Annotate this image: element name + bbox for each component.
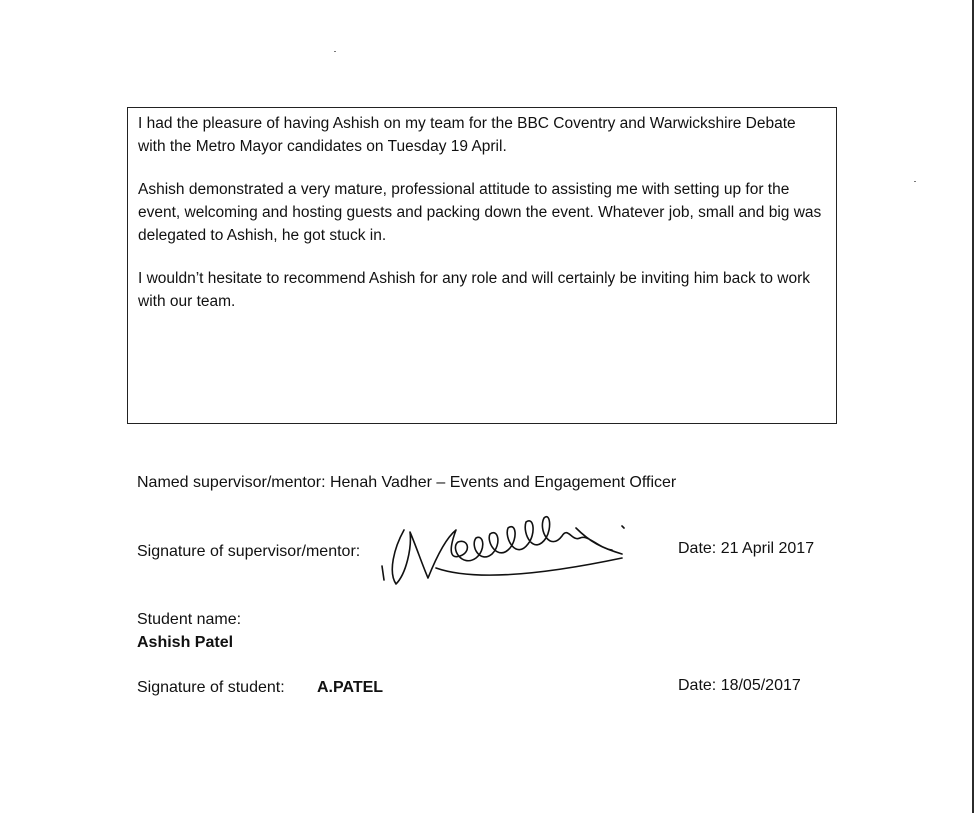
feedback-paragraph-1: I had the pleasure of having Ashish on my team for the BBC Coventry and Warwickshire Debate with the Metro Mayor candidates on Tuesday 19 April.: [138, 115, 796, 155]
supervisor-signature-label: Signature of supervisor/mentor:: [137, 543, 361, 560]
supervisor-date: Date: 21 April 2017: [678, 540, 815, 557]
feedback-paragraph-2: Ashish demonstrated a very mature, professional attitude to assisting me with setting up for the event, welcoming and hosting guests and packing down the event. Whatever job, small and big was delegated to Ashish, he got stuck in.: [138, 181, 822, 244]
named-supervisor: Named supervisor/mentor: Henah Vadher – Events and Engagement Officer: [137, 474, 677, 491]
feedback-paragraph-3: I wouldn’t hesitate to recommend Ashish for any role and will certainly be inviting him back to work with our team.: [138, 270, 810, 310]
page-edge: [972, 0, 974, 813]
supervisor-signature-icon: [376, 508, 632, 592]
student-signature: A.PATEL: [317, 679, 384, 696]
scan-speck: [914, 181, 916, 182]
scan-speck: [334, 51, 336, 52]
student-name: Ashish Patel: [137, 634, 234, 651]
feedback-box: [127, 107, 837, 424]
student-signature-label: Signature of student:: [137, 679, 285, 696]
student-date: Date: 18/05/2017: [678, 677, 801, 694]
student-name-label: Student name:: [137, 611, 242, 628]
